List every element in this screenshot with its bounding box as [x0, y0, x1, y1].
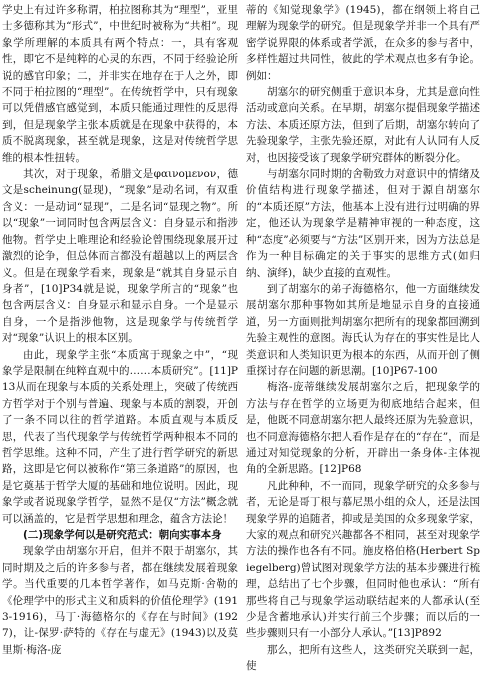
paragraph: 由此，现象学主张“本质寓于现象之中”，“现象学是限制在纯粹直观中的……本质研究”。[11]P13从而在现象与本质的关系处理上，突破了传统西方哲学对于个别与普遍、现象与本质的割裂，开创了一条不同以往的哲学道路。本质直观与本质反思，代表了当代现象学与传统哲学两种根本不同的哲学思维。这种不同，产生了进行哲学研究的新思路，这即是它何以被称作“第三条道路”的原因，也是它奠基于哲学大厦的基础和地位说明。因此，现象学或者说现象学哲学，显然不是仅“方法”概念就可以涵盖的，它是哲学思想和理念，蕴含方法论！ [2, 348, 238, 525]
paragraph: 胡塞尔的研究侧重于意识本身，尤其是意向性活动或意向关系。在早期，胡塞尔提倡现象学描述方法、本质还原方法，但到了后期，胡塞尔转向了先验现象学，主张先验还原，对此有人认同有人反对，也因接受该了现象学研究群体的断裂分化。 [246, 86, 480, 164]
paragraph: 学史上有过许多称谓，柏拉图称其为“理型”，亚里士多德称其为“形式”，中世纪时被称为“共相”。现象学所理解的本质具有两个特点：一，具有客观性，即它不是纯粹的心灵的东西，不同于经验论所说的感官印象；二，并非实在地存在于人之外，即不同于柏拉图的“理型”。在传统哲学中，只有现象可以凭借感官感觉到，本质只能通过理性的反思得到，但是现象学主张本质就是在现象中获得的，本质不脱离现象，甚至就是现象，这是对传统哲学思维的根本性扭转。 [2, 4, 238, 164]
paragraph: 那么，把所有这些人，这类研究关联到一起，使 [246, 643, 480, 673]
paragraph: 其次，对于现象，希腊文是φαινομενον，德文是scheinung(显现)，“现象”是动名词，有双重含义：一是动词“显现”，二是名词“显现之物”。所以“现象”一词同时包含两层含义：自身显示和指涉他物。哲学史上唯理论和经验论曾围绕现象展开过激烈的论争，但总体而言都没有超越以上的两层含义。但是在现象学看来，现象是“就其自身显示自身者”，[10]P34就是说，现象学所言的“现象”也包含两层含义：自身显示和显示自身。一个是显示自身，一个是指涉他物，这是现象学与传统哲学对“现象”认识上的根本区别。 [2, 168, 238, 345]
left-column [2, 2, 238, 658]
paragraph: 到了胡塞尔的弟子海德格尔，他一方面继续发展胡塞尔那种事物如其所是地显示自身的直接通道，另一方面则批判胡塞尔把所有的现象都回溯到先验主观性的意图。海氏认为存在的事实性是比人类意识和人类知识更为根本的东西，从而开创了侧重探讨存在问题的新思潮。[10]P67-100 [246, 282, 480, 377]
paragraph: 凡此种种，不一而同，现象学研究的众多参与者，无论是哥丁根与慕尼黑小组的众人，还是法国现象学界的追随者，抑或是美国的众多现象学家，大家的观点和研究兴趣都各不相同，甚至对现象学方法的操作也各有不同。施皮格伯格(Herbert Spiegelberg)曾试图对现象学方法的基本步骤进行梳理，总结出了七个步骤，但同时他也承认：“所有那些将自己与现象学运动联结起来的人都承认(至少是含蓄地承认)并实行前三个步骤；而以后的一些步骤则只有一小部分人承认。”[13]P892 [246, 479, 480, 640]
section-heading: (二)现象学何以是研究范式：朝向实事本身 [23, 529, 222, 541]
paragraph: 梅洛-庞蒂继续发展胡塞尔之后，把现象学的方法与存在哲学的立场更为彻底地结合起来，但是，他既不同意胡塞尔把人最终还原为先验意识，也不同意海德格尔把人看作是存在的“存在”，而是通过对知觉现象的分析，开辟出一条身体-主体视角的全新思路。[12]P68 [246, 381, 480, 476]
right-column [246, 2, 480, 675]
paragraph: 与胡塞尔同时期的舍勒致力对意识中的情绪及价值结构进行现象学描述，但对于源自胡塞尔的“本质还原”方法，他基本上没有进行过明确的界定，他还认为现象学是精神审视的一种态度，这种“态度”必须要与“方法”区别开来，因为方法总是作为一种目标确定的关于事实的思维方式(如归纳、演绎)，缺少直接的直观性。 [246, 168, 480, 279]
paragraph: 现象学由胡塞尔开启，但并不限于胡塞尔，其同时期及之后的许多参与者，都在继续发展着现象学。当代重要的几本哲学著作，如马克斯·舍勒的《伦理学中的形式主义和质料的价值伦理学》(1913-1916)，马丁·海德格尔的《存在与时间》(1927)，让-保罗·萨特的《存在与虚无》(1943)以及莫里斯·梅洛-庞 [2, 545, 238, 656]
paragraph: 蒂的《知觉现象学》(1945)，都在纲领上将自己理解为现象学的研究。但是现象学并非一个具有严密学说界限的体系或者学派，在众多的参与者中，多样性超过共同性，彼此的学术观点也多有争论。例如： [246, 4, 480, 82]
